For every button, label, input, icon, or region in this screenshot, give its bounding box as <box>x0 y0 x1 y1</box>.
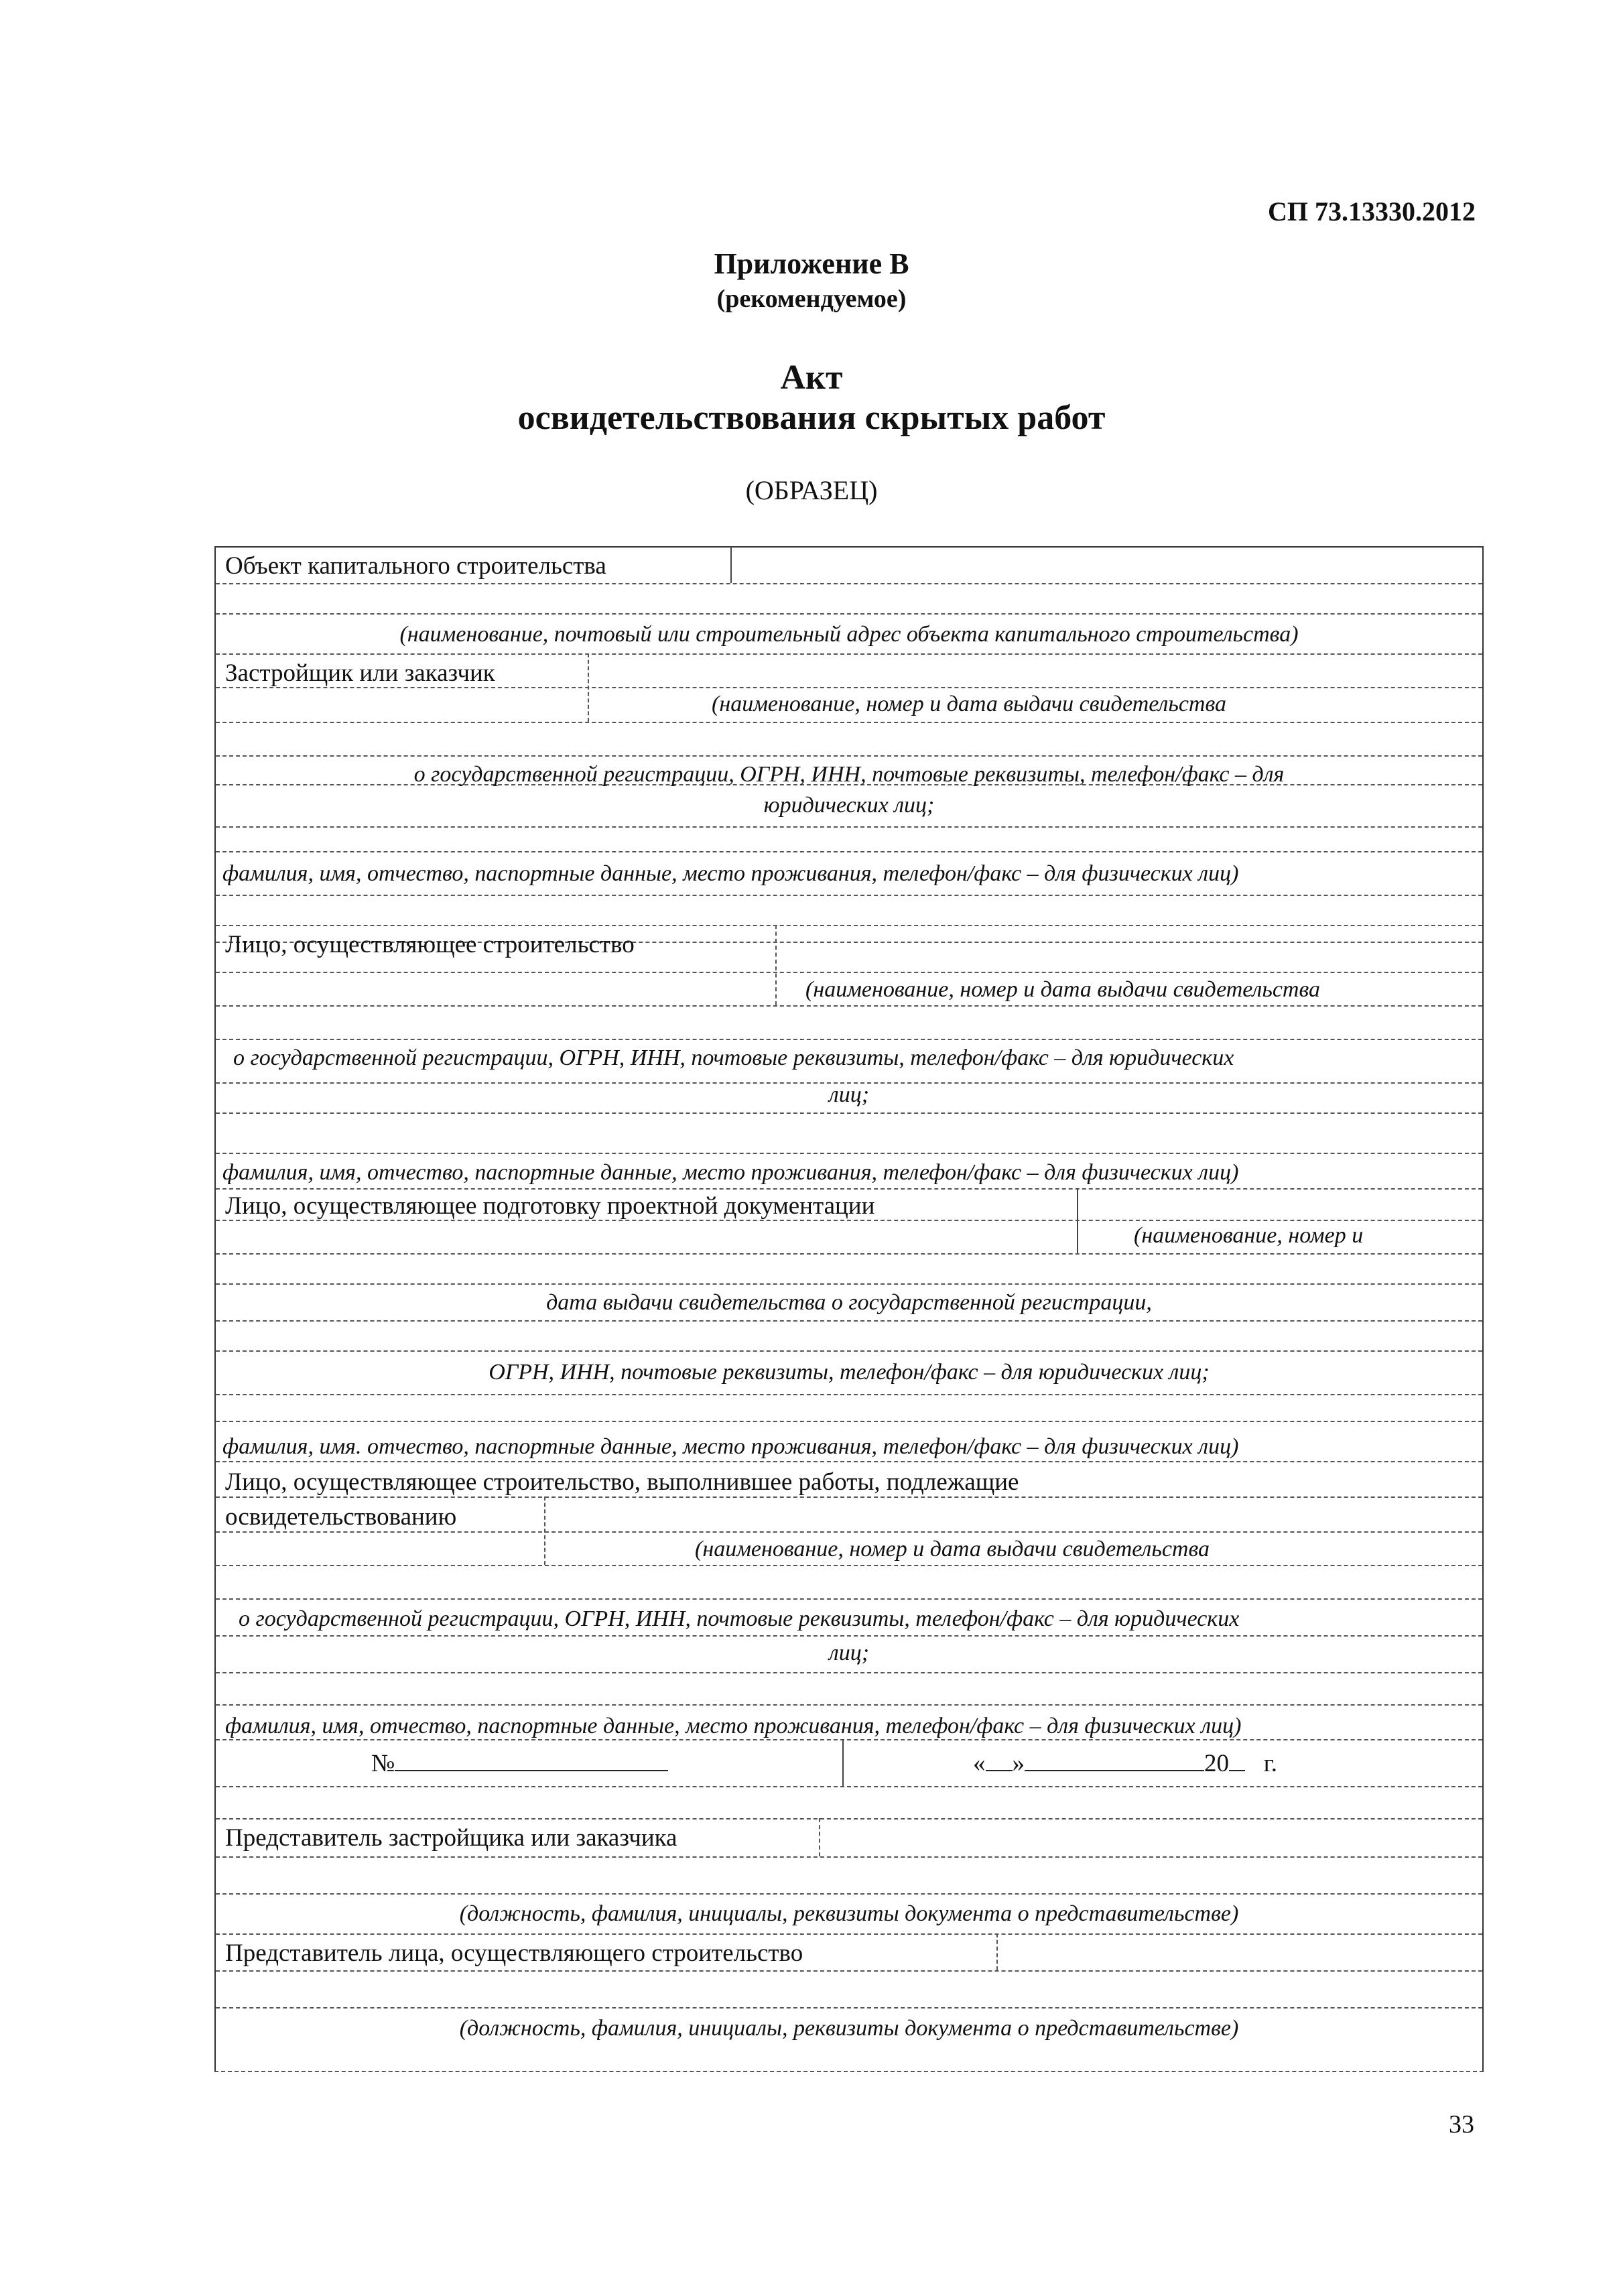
act-number-field[interactable] <box>371 1747 668 1778</box>
appendix-status: (рекомендуемое) <box>716 285 907 313</box>
designer-hint-2: дата выдачи свидетельства о государственной регистрации, <box>546 1290 1152 1315</box>
appendix-title: Приложение В <box>714 247 909 280</box>
act-form <box>214 546 1484 2072</box>
page-number: 33 <box>1449 2110 1474 2139</box>
builder-hint-3: фамилия, имя, отчество, паспортные данные, место проживания, телефон/факс – для физических лиц) <box>222 1160 1239 1185</box>
act-title: Акт <box>780 359 843 397</box>
designer-hint-1: (наименование, номер и <box>1134 1223 1364 1248</box>
date-open-quote: « <box>973 1750 986 1777</box>
developer-hint-2a: о государственной регистрации, ОГРН, ИНН, почтовые реквизиты, телефон/факс – для <box>413 762 1285 787</box>
developer-hint-1: (наименование, номер и дата выдачи свидетельства <box>712 692 1226 716</box>
performer-hint-1: (наименование, номер и дата выдачи свидетельства <box>695 1537 1210 1561</box>
performer-hint-2b: лиц; <box>828 1641 870 1665</box>
object-label: Объект капитального строительства <box>225 552 606 580</box>
act-subtitle: освидетельствования скрытых работ <box>517 399 1106 437</box>
developer-rep-hint: (должность, фамилия, инициалы, реквизиты документа о представительстве) <box>459 1901 1239 1926</box>
builder-hint-2a: о государственной регистрации, ОГРН, ИНН, почтовые реквизиты, телефон/факс – для юридических <box>233 1045 1234 1070</box>
developer-hint-3: фамилия, имя, отчество, паспортные данные, место проживания, телефон/факс – для физических лиц) <box>222 861 1239 886</box>
act-date-field[interactable] <box>973 1747 1277 1778</box>
builder-rep-hint: (должность, фамилия, инициалы, реквизиты документа о представительстве) <box>459 2016 1239 2041</box>
sample-label: (ОБРАЗЕЦ) <box>745 475 878 505</box>
performer-label-2: освидетельствованию <box>225 1503 457 1531</box>
number-sign: № <box>371 1750 395 1777</box>
designer-label: Лицо, осуществляющее подготовку проектной документации <box>225 1192 875 1220</box>
builder-hint-1: (наименование, номер и дата выдачи свидетельства <box>805 977 1320 1002</box>
developer-rep-label: Представитель застройщика или заказчика <box>225 1824 677 1852</box>
developer-label: Застройщик или заказчик <box>225 659 495 687</box>
performer-hint-3: фамилия, имя, отчество, паспортные данные, место проживания, телефон/факс – для физических лиц) <box>225 1714 1242 1738</box>
performer-hint-2a: о государственной регистрации, ОГРН, ИНН, почтовые реквизиты, телефон/факс – для юридических <box>239 1606 1240 1631</box>
designer-hint-4: фамилия, имя. отчество, паспортные данные, место проживания, телефон/факс – для физических лиц) <box>222 1434 1239 1459</box>
builder-hint-2b: лиц; <box>828 1082 870 1107</box>
designer-hint-3: ОГРН, ИНН, почтовые реквизиты, телефон/факс – для юридических лиц; <box>489 1360 1210 1385</box>
builder-label: Лицо, осуществляющее строительство <box>225 931 635 958</box>
performer-label-1: Лицо, осуществляющее строительство, выполнившее работы, подлежащие <box>225 1468 1019 1496</box>
year-suffix: г. <box>1263 1750 1278 1777</box>
developer-hint-2b: юридических лиц; <box>763 793 935 818</box>
year-prefix: 20 <box>1204 1750 1229 1777</box>
date-close-quote: » <box>1012 1750 1025 1777</box>
standard-code: СП 73.13330.2012 <box>1268 196 1476 227</box>
object-hint: (наименование, почтовый или строительный адрес объекта капитального строительства) <box>399 622 1299 647</box>
builder-rep-label: Представитель лица, осуществляющего строительство <box>225 1939 803 1967</box>
